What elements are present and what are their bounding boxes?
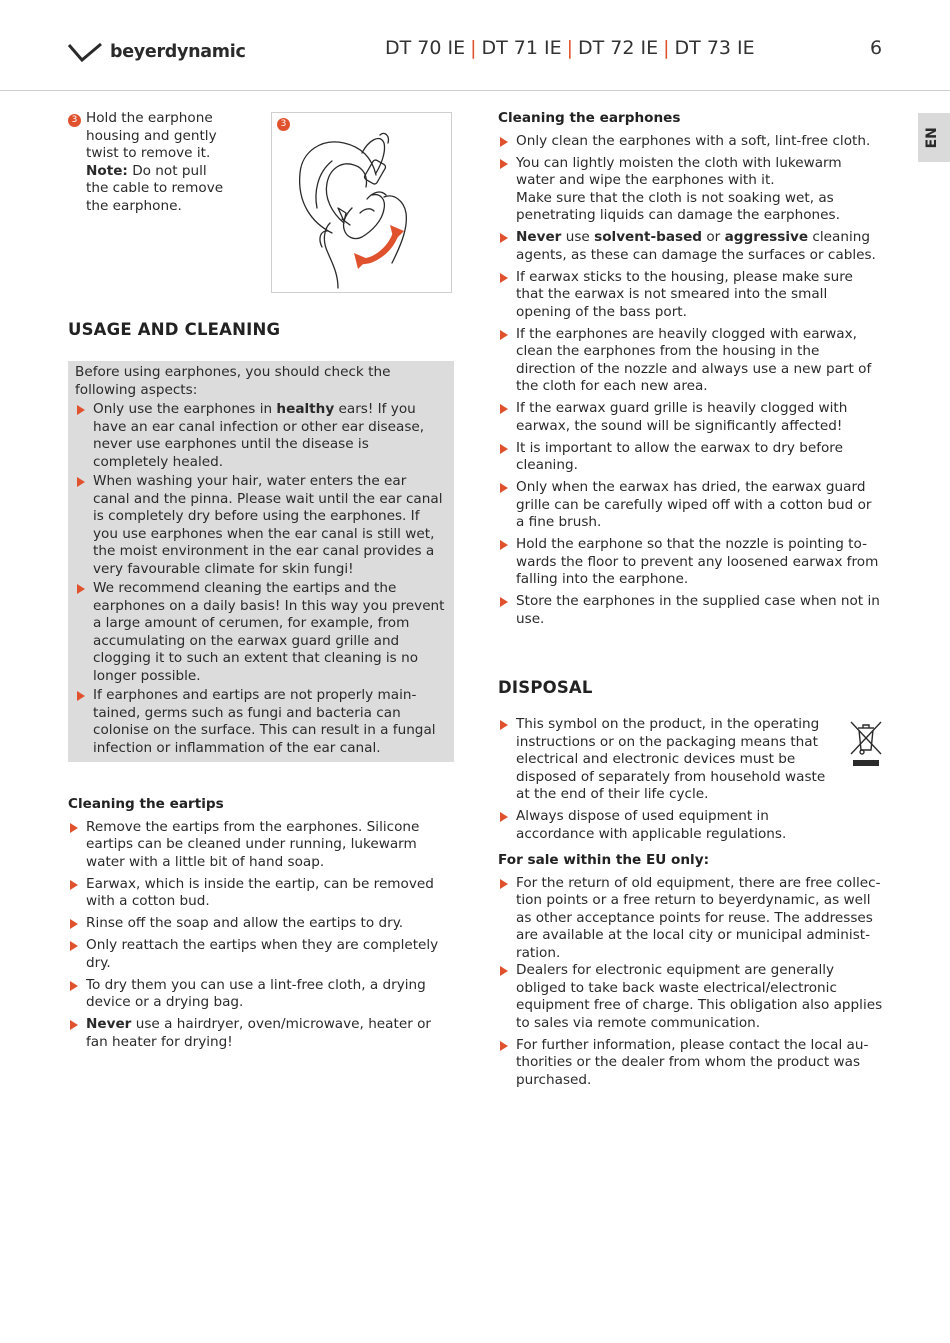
text: cleaning agents, as these can damage the surfaces or cables. — [516, 229, 876, 263]
bullet-arrow-icon — [70, 1020, 78, 1030]
step-line: twist to remove it. — [86, 145, 211, 161]
bullet-arrow-icon — [500, 273, 508, 283]
text: Store the earphones in the supplied case when not in use. — [516, 593, 880, 627]
step-3 — [68, 110, 238, 215]
brand-logo — [68, 42, 246, 64]
text: Only clean the earphones with a soft, lint-free cloth. — [516, 132, 871, 149]
language-tab-label: EN — [923, 127, 940, 149]
model-2: DT 71 IE — [481, 37, 562, 59]
list-item — [498, 133, 883, 151]
list-item — [498, 962, 883, 1032]
bullet-arrow-icon — [500, 444, 508, 454]
model-3: DT 72 IE — [578, 37, 659, 59]
list-item — [498, 229, 883, 264]
separator: | — [566, 37, 574, 59]
step-number-badge: 3 — [68, 114, 81, 127]
list-item — [75, 473, 446, 578]
bold-text: Never — [516, 229, 562, 245]
model-4: DT 73 IE — [674, 37, 755, 59]
text: or — [702, 229, 725, 245]
separator: | — [470, 37, 477, 59]
list-item — [75, 687, 446, 757]
list-item — [68, 915, 454, 933]
earphones-heading: Cleaning the earphones — [498, 110, 681, 126]
bullet-arrow-icon — [77, 584, 85, 594]
text: Remove the eartips from the earphones. Silicone eartips can be cleaned under running, lukewarm water with a little bit of hand soap. — [86, 818, 420, 870]
text: use a hairdryer, oven/microwave, heater or fan heater for drying! — [86, 1016, 432, 1050]
list-item — [498, 479, 883, 532]
text: Only when the earwax has dried, the earwax guard grille can be carefully wiped off with a cotton bud or a fine brush. — [516, 479, 872, 530]
eartips-heading: Cleaning the eartips — [68, 796, 224, 812]
bullet-arrow-icon — [500, 404, 508, 414]
disposal-list — [498, 716, 828, 843]
bullet-arrow-icon — [70, 823, 78, 833]
bullet-arrow-icon — [500, 159, 508, 169]
usage-check-box — [68, 361, 454, 762]
text: Always dispose of used equipment in accordance with applicable regulations. — [516, 808, 787, 842]
text: Dealers for electronic equipment are generally obliged to take back waste electrical/electronic equipment free of charge. This obligation also applies to sales via remote communication. — [516, 962, 883, 1031]
bullet-arrow-icon — [500, 330, 508, 340]
eu-sale-list — [498, 875, 883, 1090]
list-item — [68, 1016, 454, 1051]
bullet-arrow-icon — [77, 477, 85, 487]
bullet-arrow-icon — [500, 966, 508, 976]
list-item — [68, 937, 454, 972]
text: For further information, please contact the local au-thorities or the dealer from whom the product was purchased. — [516, 1036, 869, 1088]
step-note — [86, 163, 238, 181]
text: Only use the earphones in — [93, 401, 277, 417]
list-item — [498, 875, 883, 963]
bold-text: aggressive — [724, 229, 809, 245]
ear-hand-illustration-icon — [272, 113, 451, 292]
bullet-arrow-icon — [70, 919, 78, 929]
text: We recommend cleaning the eartips and the earphones on a daily basis! In this way you prevent a large amount of cerumen, for example, from accumulating on the earwax guard grille and clogging it to such an extent that cleaning is no longer possible. — [93, 580, 445, 684]
eartips-list — [68, 819, 454, 1052]
brand-name: beyerdynamic — [110, 42, 246, 63]
list-item — [75, 580, 446, 685]
earphones-list — [498, 133, 883, 629]
list-item — [68, 819, 454, 872]
bullet-arrow-icon — [500, 483, 508, 493]
bullet-arrow-icon — [500, 1041, 508, 1051]
list-item — [498, 400, 883, 435]
disposal-heading: DISPOSAL — [498, 678, 593, 697]
list-item — [68, 977, 454, 1012]
bullet-arrow-icon — [500, 233, 508, 243]
eartips-section — [68, 796, 454, 1051]
step-3-text — [86, 110, 238, 215]
list-item — [498, 440, 883, 475]
list-item — [498, 155, 883, 225]
text: If earwax sticks to the housing, please make sure that the earwax is not smeared into the small opening of the bass port. — [516, 268, 853, 320]
weee-crossed-bin-icon — [850, 720, 882, 768]
eu-sale-section — [498, 852, 883, 1089]
model-1: DT 70 IE — [385, 37, 466, 59]
bold-text: healthy — [276, 401, 335, 417]
bullet-arrow-icon — [70, 981, 78, 991]
earphone-removal-illustration — [271, 112, 452, 293]
bold-text: Never — [86, 1016, 132, 1032]
usage-list — [75, 401, 446, 757]
text: Earwax, which is inside the eartip, can be removed with a cotton bud. — [86, 875, 434, 909]
bullet-arrow-icon — [500, 597, 508, 607]
list-item — [498, 536, 883, 589]
text: If the earwax guard grille is heavily clogged with earwax, the sound will be significantly affected! — [516, 400, 848, 434]
text: Hold the earphone so that the nozzle is pointing to-wards the floor to prevent any loosened earwax from falling into the earphone. — [516, 536, 879, 587]
text: When washing your hair, water enters the ear canal and the pinna. Please wait until the ear canal is completely dry before using the earphones. If you use earphones when the ear canal is still wet, the moist environment in the ear canal provides a very favourable climate for skin fungi! — [93, 473, 443, 577]
step-line: the cable to remove — [86, 180, 224, 196]
earphones-section — [498, 110, 883, 628]
usage-cleaning-heading: USAGE AND CLEANING — [68, 320, 281, 339]
note-label: Note: — [86, 162, 128, 179]
disposal-section — [498, 716, 828, 843]
step-line: housing and gently — [86, 127, 217, 144]
list-item — [498, 326, 883, 396]
list-item — [68, 876, 454, 911]
eu-sale-heading: For sale within the EU only: — [498, 852, 710, 868]
list-item — [75, 401, 446, 471]
step-line: the earphone. — [86, 197, 182, 214]
bullet-arrow-icon — [500, 720, 508, 730]
text: Rinse off the soap and allow the eartips to dry. — [86, 915, 404, 931]
bullet-arrow-icon — [70, 941, 78, 951]
text: Make sure that the cloth is not soaking wet, as penetrating liquids can damage the earphones. — [516, 189, 840, 223]
bullet-arrow-icon — [500, 137, 508, 147]
text: To dry them you can use a lint-free cloth, a drying device or a drying bag. — [86, 976, 426, 1010]
text: This symbol on the product, in the operating instructions or on the packaging means that electrical and electronic devices must be disposed of separately from household waste at the end of their life cycle. — [516, 716, 826, 802]
model-list — [385, 37, 755, 59]
list-item — [498, 716, 828, 804]
usage-intro: Before using earphones, you should check the following aspects: — [75, 364, 391, 398]
list-item — [498, 1037, 883, 1090]
bullet-arrow-icon — [500, 879, 508, 889]
page-header — [0, 0, 950, 91]
language-tab[interactable] — [918, 113, 950, 162]
text: For the return of old equipment, there are free collec-tion points or a free return to beyerdynamic, as well as other acceptance points for reuse. The addresses are available at the local city or municipal administ-ration. — [516, 874, 881, 961]
bold-text: solvent-based — [594, 229, 703, 245]
text: ears! If you have an ear canal infection or other ear disease, never use earphones until the disease is completely healed. — [93, 401, 425, 470]
page-number: 6 — [870, 37, 883, 59]
text: It is important to allow the earwax to dry before cleaning. — [516, 439, 843, 473]
bullet-arrow-icon — [70, 880, 78, 890]
bullet-arrow-icon — [77, 405, 85, 415]
text: If earphones and eartips are not properly main-tained, germs such as fungi and bacteria can colonise on the surface. This can result in a fungal infection or inflammation of the ear canal. — [93, 687, 436, 756]
step-line: Hold the earphone — [86, 110, 213, 126]
list-item — [498, 593, 883, 628]
list-item — [498, 808, 836, 843]
text: Only reattach the eartips when they are completely dry. — [86, 937, 439, 971]
text: You can lightly moisten the cloth with lukewarm water and wipe the earphones with it. — [516, 154, 842, 188]
beyerdynamic-logo-icon — [68, 42, 102, 64]
text: If the earphones are heavily clogged with earwax, clean the earphones from the housing in the direction of the nozzle and always use a new part of the cloth for each new area. — [516, 325, 872, 394]
list-item — [498, 269, 883, 322]
figure-number-badge: 3 — [277, 118, 290, 131]
bullet-arrow-icon — [77, 691, 85, 701]
bullet-arrow-icon — [500, 812, 508, 822]
bullet-arrow-icon — [500, 540, 508, 550]
text: use — [561, 229, 595, 245]
note-text: Do not pull — [127, 162, 207, 179]
separator: | — [663, 37, 670, 59]
